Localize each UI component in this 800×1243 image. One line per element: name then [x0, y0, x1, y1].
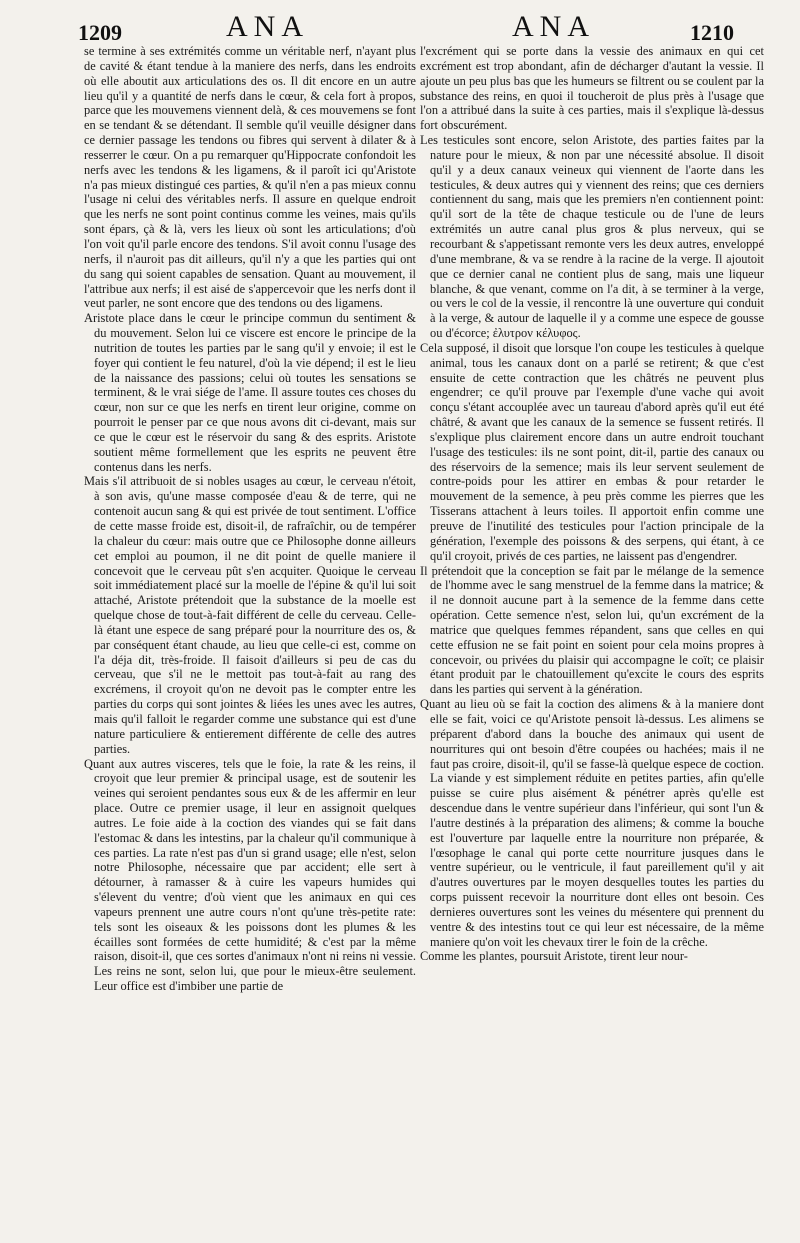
left-column — [84, 44, 416, 1229]
paragraph: Cela supposé, il disoit que lorsque l'on coupe les testicules à quelque animal, tous les canaux dont on a parlé se retirent; & que c'est ensuite de cette contraction que les châtrés ne peuvent plus engendrer; ce qu'il prouve par l'exemple d'une vache qui avoit conçu s'étant accouplée avec un taureau d'abord après qu'il eut été châtré, & avant que les canaux de la semence se fussent retirés. Il s'explique plus clairement encore dans un autre endroit touchant l'usage des testicules: ils ne sont point, dit-il, partie des canaux ou des réservoirs de la semence; mais ils leur servent seulement de contre-poids pour les attirer en embas & pour retarder le mouvement de la semence, à peu près comme les pierres que les Tisserans attachent à leurs toiles. Il apportoit enfin comme une preuve de l'inutilité des testicules pour l'action principale de la génération, l'exemple des poissons & des serpens, qui étant, à ce qu'il croyoit, privés de ces parties, ne laissent pas d'engendrer. — [420, 340, 764, 563]
paragraph: Il prétendoit que la conception se fait par le mélange de la semence de l'homme avec le sang menstruel de la femme dans la matrice; & il ne donnoit aucune part à la semence de la femme dans cette opération. Cette semence n'est, selon lui, qu'un excrément de la matrice que quelques femmes répandent, sans que celles en qui cette effusion ne se fait point en soient pour cela moins propres à concevoir, ou privées du plaisir qui accompagne le coït; ce plaisir étant produit par le chatouillement qu'excite le cours des esprits dans les parties qui servent à la génération. — [420, 563, 764, 697]
paragraph: Comme les plantes, poursuit Aristote, tirent leur nour- — [420, 949, 688, 964]
paragraph: se termine à ses extrémités comme un véritable nerf, n'ayant plus de cavité & étant tendue à la maniere des nerfs, dans les endroits où elle aboutit aux articulations des os. Il dit encore en un autre lieu qu'il y a quantité de nerfs dans le cœur, & cela fort à propos, parce que les mouvemens viennent delà, & ces mouvemens se font en se tendant & se détendant. Il semble qu'il veuille désigner dans ce dernier passage les tendons ou fibres qui servent à dilater & à resserrer le cœur. On a pu remarquer qu'Hippocrate confondoit les nerfs avec les tendons & les ligamens, & il paroît ici qu'Aristote n'a pas mieux distingué ces parties, & qu'il n'en a pas mieux connu l'usage ni celui des véritables nerfs. Il assure en quelque endroit que les nerfs ne sont point continus comme les veines, mais qu'ils sont épars, çà & là, vers les lieux où sont les articulations; d'où l'on voit qu'il parle encore des tendons. S'il avoit connu l'usage des nerfs, il n'auroit pas dit ailleurs, qu'il n'y a que les parties qui ont du sang qui soient capables de sensation. Quant au mouvement, il l'attribue aux nerfs; il est aisé de s'appercevoir que les nerfs dont il veut parler, ne sont encore que des tendons ou des ligamens. — [84, 44, 416, 311]
paragraph: Les testicules sont encore, selon Aristote, des parties faites par la nature pour le mieux, & non par une nécessité absolue. Il disoit qu'il y a deux canaux veineux qui viennent de l'aorte dans les testicules, & deux autres qui y viennent des reins; que ces derniers contiennent du sang, mais que les premiers n'en contiennent point: qu'il sort de la tête de chaque testicule ou de l'une de leurs extrémités un autre canal plus gros & plus nerveux, qui se recourbant & s'appetissant remonte vers les deux autres, enveloppé d'une membrane, & va se rendre à la racine de la verge. Il ajoutoit que ce dernier canal ne contient plus de sang, mais une liqueur blanche, & que venant, comme on l'a dit, à se terminer à la verge, ou vers le col de la vessie, il rencontre là une ouverture qui conduit à la verge, & autour de laquelle il y a comme une espece de gousse ou d'écorce; ἐλυτρον κέλυφος. — [420, 133, 764, 341]
paragraph: Mais s'il attribuoit de si nobles usages au cœur, le cerveau n'étoit, à son avis, qu'une masse composée d'eau & de terre, qui ne contenoit aucun sang & qui est privée de tout sentiment. L'office de cette masse froide est, disoit-il, de rafraîchir, ou de tempérer la chaleur du cœur: mais outre que ce Philosophe donne ailleurs cet emploi au poumon, il ne dit point de quelle maniere il concevoit que le cerveau pût s'en acquiter. Quoique le cerveau soit immédiatement placé sur la moelle de l'épine & qu'il lui soit attaché, Aristote prétendoit que la substance de la moelle est quelque chose de tout-à-fait différent de celle du cerveau. Celle-là étant une espece de sang préparé pour la nourriture des os, & par conséquent étant chaude, au lieu que celle-ci est, comme on l'a déja dit, très-froide. Il faisoit d'ailleurs si peu de cas du cerveau, que s'il ne le mettoit pas tout-à-fait au rang des excrémens, il croyoit qu'on ne devoit pas le compter entre les parties du corps qui sont jointes & liées les unes avec les autres, mais qu'il falloit le regarder comme une substance qui est d'une nature particuliere & entierement différente de celle des autres parties. — [84, 474, 416, 756]
paragraph: Aristote place dans le cœur le principe commun du sentiment & du mouvement. Selon lui ce viscere est encore le principe de la nutrition de toutes les parties par le sang qu'il y envoie; il est le foyer qui contient le feu naturel, d'où la vie dépend; il est le lieu de la naissance des passions; celui où toutes les sensations se terminent, & le vrai siége de l'ame. Il assure toutes ces choses du cœur, non sur ce que les nerfs en tirent leur origine, comme on pourroit le penser par ce que nous avons dit ci-devant, mais sur ce que le cœur est le réservoir du sang & des esprits. Aristote soutient même formellement que les esprits ne peuvent être contenus dans les nerfs. — [84, 311, 416, 474]
paragraph: Quant au lieu où se fait la coction des alimens & à la maniere dont elle se fait, voici ce qu'Aristote pensoit là-dessus. Les alimens se préparent d'abord dans la bouche des animaux qui usent de nourritures qui ont besoin d'être coupées ou hachées; mais il ne faut pas croire, disoit-il, qu'il se fasse-là quelque espece de coction. La viande y est simplement réduite en petites parties, afin qu'elle puisse se cuire plus aisément & pénétrer après qu'elle est descendue dans le ventre supérieur dans l'inférieur, qui sont l'un & l'autre destinés à la préparation des alimens; & comme la bouche est l'ouverture par laquelle entre la nourriture non préparée, & l'œsophage le canal qui porte cette nourriture jusques dans le ventre supérieur, ou le ventricule, il faut pareillement qu'il y ait d'autres ouvertures par le moyen desquelles toutes les parties du corps puissent recevoir la nourriture dont elles ont besoin. Ces dernieres ouvertures sont les veines du mésentere qui prennent du ventre & des intestins tout ce qui leur est nécessaire, de la même maniere qu'on voit les chevaux tirer le foin de la crêche. — [420, 697, 764, 949]
running-header — [0, 0, 800, 44]
right-column — [420, 44, 764, 1229]
headword-right: ANA — [512, 10, 595, 43]
headword-left: ANA — [226, 10, 309, 43]
paragraph: l'excrément qui se porte dans la vessie des animaux en qui cet excrément est trop abondant, afin de décharger d'autant la vessie. Il ajoute un peu plus bas que les humeurs se filtrent ou se coulent par la substance des reins, en quoi il toucheroit de plus près à l'usage que l'on a attribué dans la suite à ces parties, mais il s'explique là-dessus fort obscurément. — [420, 44, 764, 133]
paragraph: Quant aux autres visceres, tels que le foie, la rate & les reins, il croyoit que leur premier & principal usage, est de soutenir les veines qui seroient pendantes sous eux & de les affermir en leur place. Outre ce premier usage, il leur en assignoit quelques autres. Le foie aide à la coction des viandes qui se fait dans l'estomac & dans les intestins, par la chaleur qu'il communique à ces parties. La rate n'est pas d'un si grand usage; elle n'est, selon notre Philosophe, nécessaire que par accident; elle sert à détourner, à ramasser & à cuire les vapeurs humides qui s'élevent du ventre; d'où vient que les animaux en qui ces vapeurs prennent une autre cours n'ont qu'une très-petite rate: tels sont les oiseaux & les poissons dont les plumes & les écailles sont formées de cette humidité; & c'est par la même raison, disoit-il, que ces sortes d'animaux n'ont ni reins ni vessie. Les reins ne sont, selon lui, que pour le mieux-être seulement. Leur office est d'imbiber une partie de — [84, 756, 416, 994]
page-number-right: 1210 — [690, 20, 734, 45]
page-number-left: 1209 — [78, 20, 122, 45]
